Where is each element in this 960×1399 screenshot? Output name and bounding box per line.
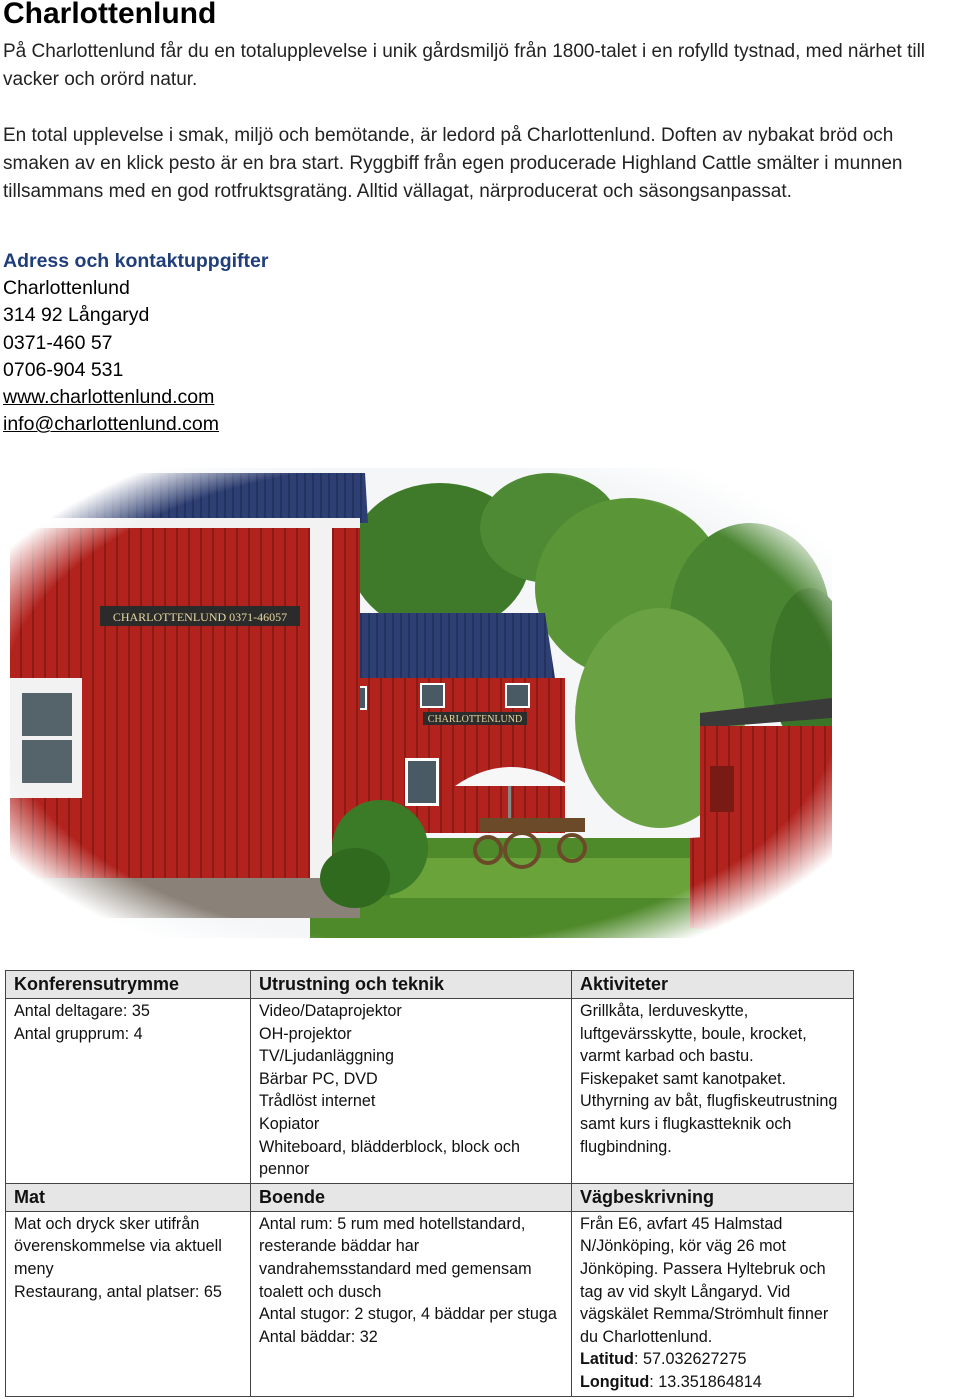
farm-photo [10, 468, 832, 938]
table-row [6, 1211, 854, 1396]
table-cell-line: Kopiator [259, 1114, 320, 1133]
table-cell-line: Antal bäddar: 32 [259, 1327, 378, 1346]
utrustning-cell [251, 999, 572, 1184]
aktiviteter-cell [572, 999, 854, 1184]
table-cell-line: OH-projektor [259, 1024, 352, 1043]
table-cell-line: Video/Dataprojektor [259, 1002, 402, 1020]
intro-text [3, 38, 959, 206]
contact-heading: Adress och kontaktuppgifter [3, 250, 269, 272]
contact-address: 314 92 Långaryd [3, 304, 150, 327]
table-cell-line: Mat och dryck sker utifrån överenskommelse via aktuell meny [14, 1214, 222, 1278]
latitude-label: Latitud [580, 1350, 634, 1369]
table-cell-line: Antal rum: 5 rum med hotellstandard, resterande bäddar har vandrahemsstandard med gemensam toalett och dusch [259, 1214, 532, 1301]
table-cell-line: Grillkåta, lerduveskytte, luftgevärsskytte, boule, krocket, varmt karbad och bastu. [580, 1002, 807, 1066]
boende-cell [251, 1211, 572, 1396]
table-cell-line: Antal deltagare: 35 [14, 1002, 150, 1020]
table-row [6, 999, 854, 1184]
contact-name: Charlottenlund [3, 277, 130, 300]
page-title: Charlottenlund [3, 0, 217, 30]
contact-phone-2: 0706-904 531 [3, 358, 124, 381]
contact-phone-1: 0371-460 57 [3, 331, 113, 354]
table-cell-line: Bärbar PC, DVD [259, 1069, 378, 1088]
latitude-line [580, 1348, 845, 1371]
table-cell-line: Whiteboard, blädderblock, block och pennor [259, 1137, 520, 1179]
intro-paragraph-1: På Charlottenlund får du en totalupplevelse i unik gårdsmiljö från 1800-talet i en rofylld tystnad, med närhet till vacker och orörd natur. [3, 41, 926, 90]
email-link[interactable]: info@charlottenlund.com [3, 413, 219, 436]
longitude-label: Longitud [580, 1372, 650, 1391]
directions-text: Från E6, avfart 45 Halmstad N/Jönköping, kör väg 26 mot Jönköping. Passera Hyltebruk och tag av vid skylt Långaryd. Vid vägskälet Remma/Strömhult finner du Charlottenlund. [580, 1214, 829, 1346]
header-row-1 [6, 971, 854, 999]
table-cell-line: Trådlöst internet [259, 1092, 376, 1111]
header-row-2 [6, 1183, 854, 1211]
table-cell-line: Uthyrning av båt, flugfiskeutrustning samt kurs i flugkastteknik och flugbindning. [580, 1092, 838, 1156]
table-cell-line: Restaurang, antal platser: 65 [14, 1282, 222, 1301]
mat-cell [6, 1211, 251, 1396]
header-konferens: Konferensutrymme [6, 971, 251, 999]
table-cell-line: Antal stugor: 2 stugor, 4 bäddar per stuga [259, 1305, 557, 1324]
header-aktiviteter: Aktiviteter [572, 971, 854, 999]
latitude-value: : 57.032627275 [633, 1350, 747, 1369]
table-cell-line: Antal grupprum: 4 [14, 1024, 143, 1043]
header-boende: Boende [251, 1183, 572, 1211]
table-cell-line: Fiskepaket samt kanotpaket. [580, 1069, 787, 1088]
vagbeskrivning-cell [572, 1211, 854, 1396]
konferens-cell [6, 999, 251, 1184]
header-vagbeskrivning: Vägbeskrivning [572, 1183, 854, 1211]
contact-block [3, 248, 268, 438]
website-link[interactable]: www.charlottenlund.com [3, 386, 215, 409]
longitude-value: : 13.351864814 [649, 1372, 762, 1391]
intro-paragraph-2: En total upplevelse i smak, miljö och bemötande, är ledord på Charlottenlund. Doften av nybakat bröd och smaken av en klick pesto är en bra start. Ryggbiff från egen producerade Highland Cattle smälter i munnen tillsammans med en god rotfruktsgratäng. Alltid vällagat, närproducerat och säsongsanpassat. [3, 125, 903, 202]
header-mat: Mat [6, 1183, 251, 1211]
table-cell-line: TV/Ljudanläggning [259, 1047, 395, 1066]
info-table [5, 970, 854, 1397]
header-utrustning: Utrustning och teknik [251, 971, 572, 999]
longitude-line [580, 1371, 845, 1394]
